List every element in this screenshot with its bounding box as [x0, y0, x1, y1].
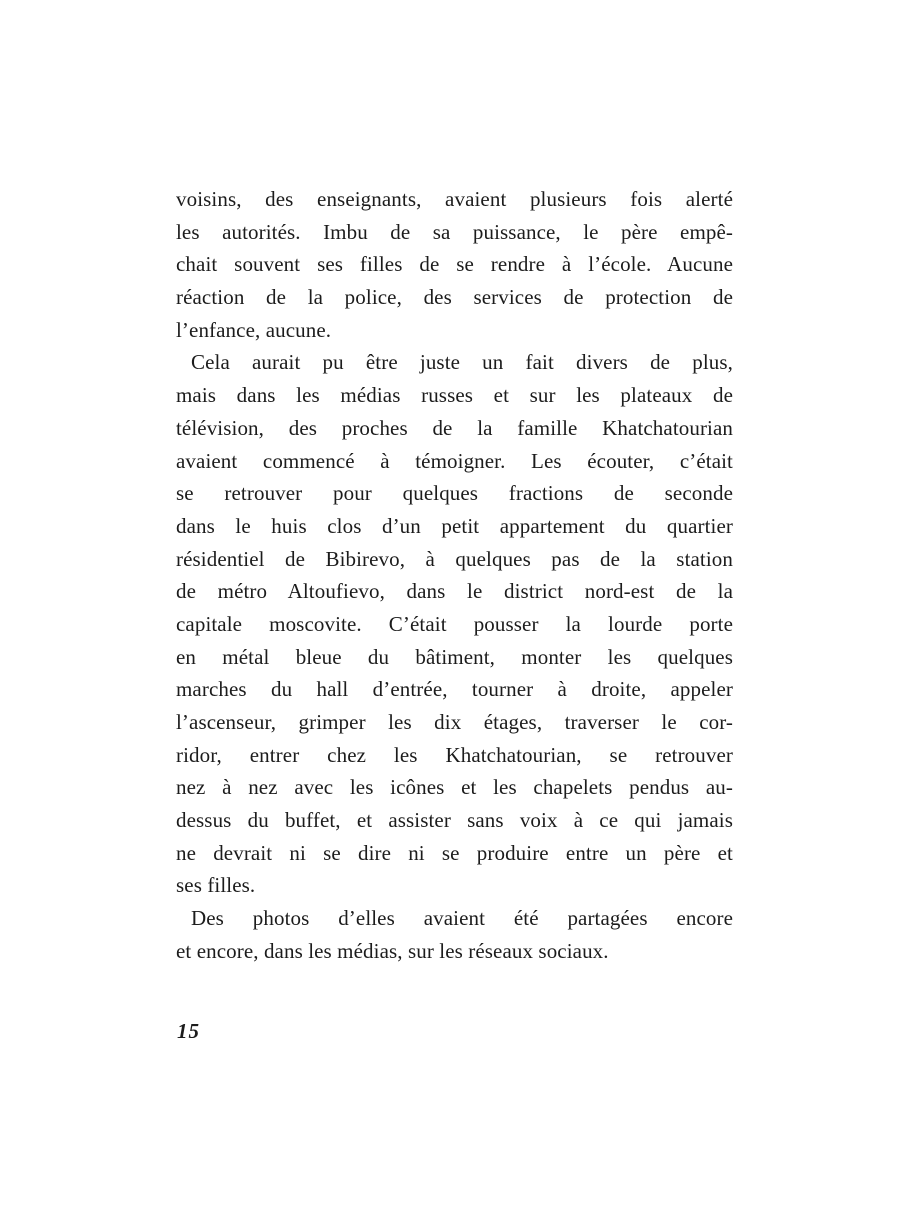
body-line: mais dans les médias russes et sur les plateaux de	[176, 383, 733, 408]
body-line: en métal bleue du bâtiment, monter les quelques	[176, 644, 733, 669]
body-line: capitale moscovite. C’était pousser la lourde porte	[176, 611, 733, 636]
body-line: l’ascenseur, grimper les dix étages, traverser le cor-	[176, 710, 733, 734]
body-line: Cela aurait pu être juste un fait divers de plus,	[191, 350, 733, 375]
paragraph	[176, 902, 733, 967]
paragraph	[176, 183, 733, 346]
body-line: Des photos d’elles avaient été partagées encore	[191, 906, 733, 931]
body-line: ses filles.	[176, 873, 256, 898]
body-text	[176, 183, 733, 968]
body-line: nez à nez avec les icônes et les chapelets pendus au-	[176, 775, 733, 800]
body-line: réaction de la police, des services de protection de	[176, 285, 733, 310]
body-line: voisins, des enseignants, avaient plusieurs fois alerté	[176, 187, 733, 211]
body-line: marches du hall d’entrée, tourner à droite, appeler	[176, 677, 733, 702]
body-line: télévision, des proches de la famille Khatchatourian	[176, 415, 733, 440]
paragraph	[176, 346, 733, 902]
body-line: de métro Altoufievo, dans le district nord-est de la	[176, 579, 733, 604]
body-line: et encore, dans les médias, sur les réseaux sociaux.	[176, 938, 609, 963]
body-line: les autorités. Imbu de sa puissance, le père empê-	[176, 219, 733, 244]
body-line: ridor, entrer chez les Khatchatourian, se retrouver	[176, 742, 733, 767]
body-line: résidentiel de Bibirevo, à quelques pas de la station	[176, 546, 733, 571]
body-line: ne devrait ni se dire ni se produire entre un père et	[176, 840, 733, 865]
body-line: dans le huis clos d’un petit appartement du quartier	[176, 513, 733, 538]
body-line: avaient commencé à témoigner. Les écouter, c’était	[176, 448, 733, 473]
body-line: dessus du buffet, et assister sans voix à ce qui jamais	[176, 808, 733, 833]
page-number: 15	[177, 1019, 200, 1043]
body-line: se retrouver pour quelques fractions de seconde	[176, 481, 733, 506]
body-line: l’enfance, aucune.	[176, 317, 332, 342]
body-line: chait souvent ses filles de se rendre à l’école. Aucune	[176, 252, 733, 277]
